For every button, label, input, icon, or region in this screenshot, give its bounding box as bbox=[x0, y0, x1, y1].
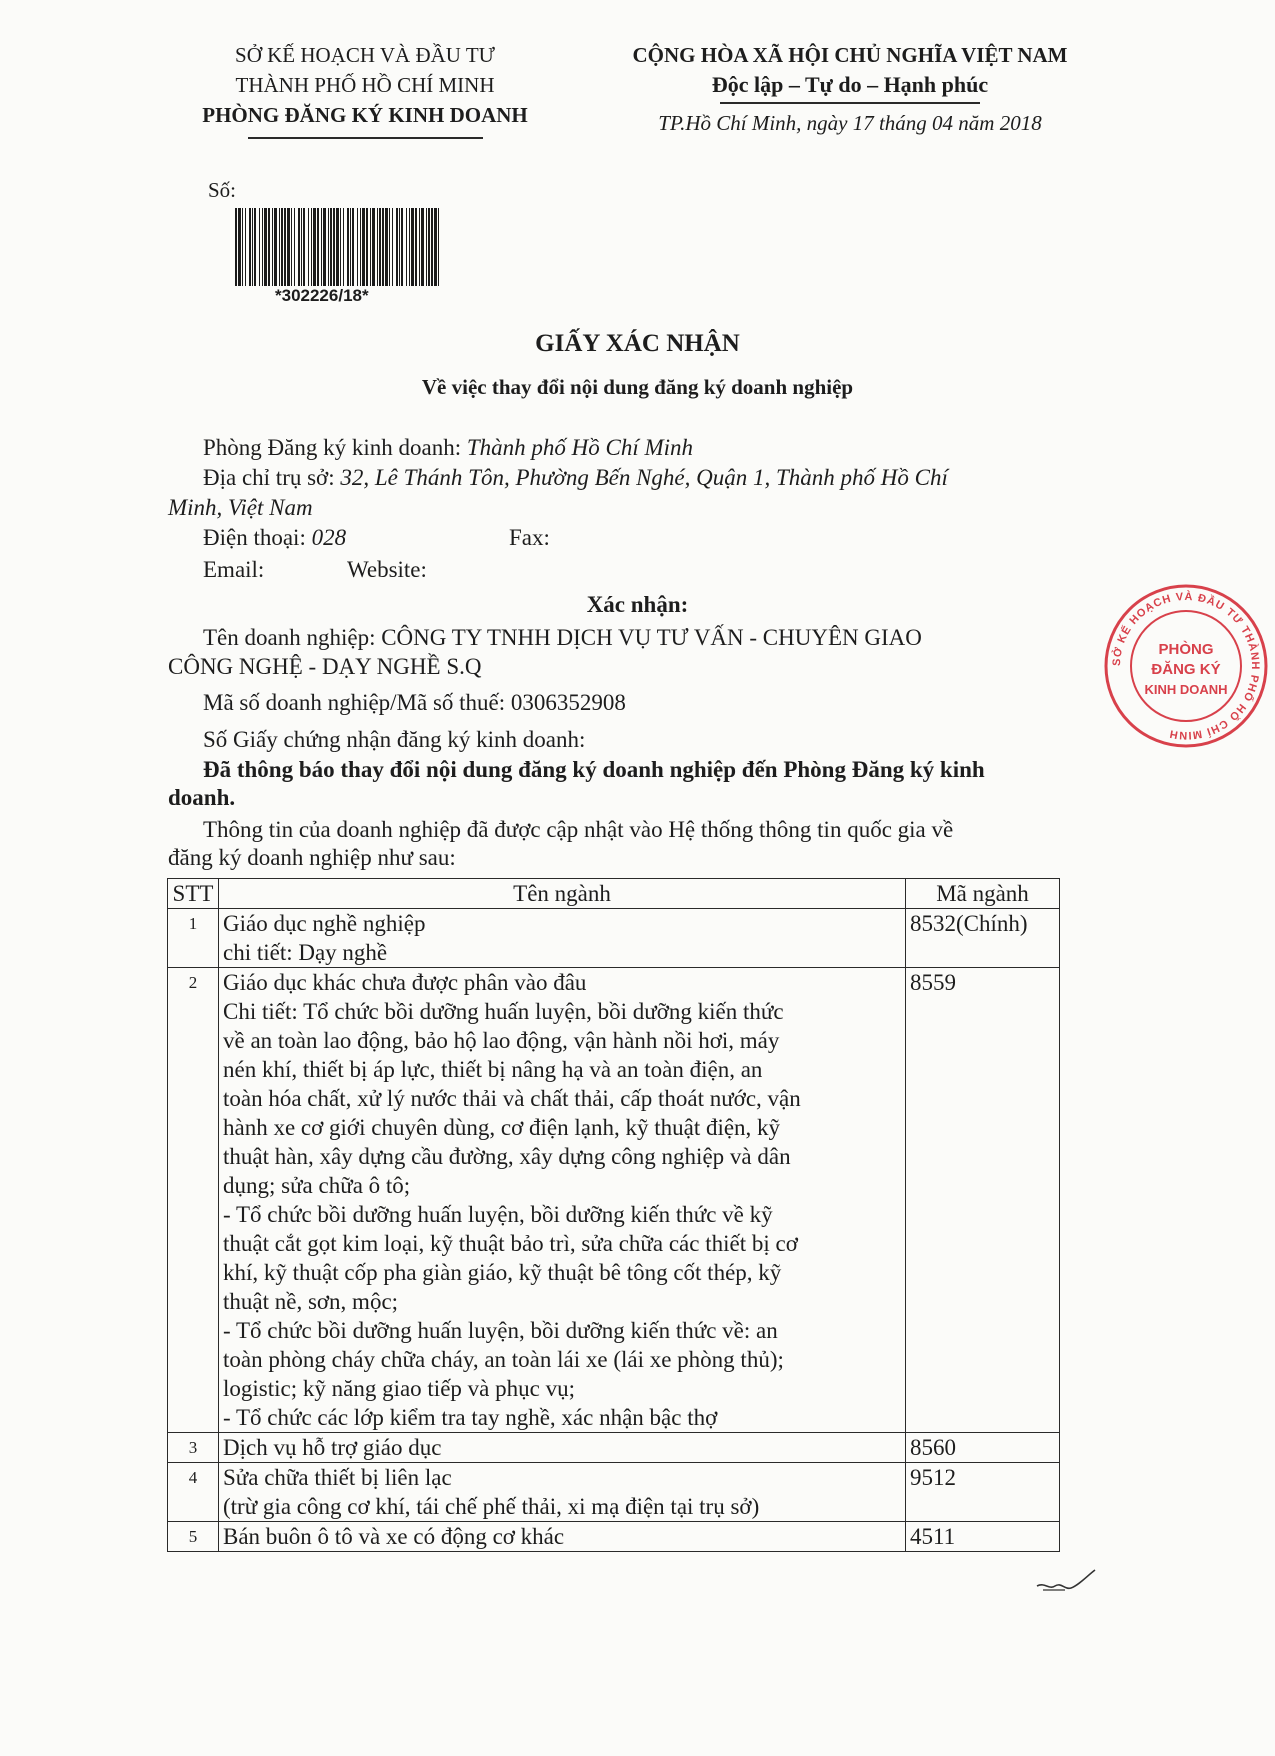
authority-line-3: PHÒNG ĐĂNG KÝ KINH DOANH bbox=[202, 103, 528, 127]
authority-underline bbox=[248, 137, 483, 139]
industry-name-line: khí, kỹ thuật cốp pha giàn giáo, kỹ thuật bê tông cốt thép, kỹ bbox=[223, 1260, 782, 1285]
row-stt: 5 bbox=[168, 1522, 219, 1552]
certificate-number: Số Giấy chứng nhận đăng ký kinh doanh: bbox=[203, 727, 586, 752]
industry-name-line: (trừ gia công cơ khí, tái chế phế thải, xi mạ điện tại trụ sở) bbox=[223, 1494, 760, 1519]
industry-name-line: thuật cắt gọt kim loại, kỹ thuật bảo trì, sửa chữa các thiết bị cơ bbox=[223, 1231, 798, 1256]
table-row bbox=[168, 1433, 1060, 1463]
national-motto bbox=[595, 40, 1105, 138]
row-industry-name bbox=[219, 1463, 906, 1522]
office-phone-label: Điện thoại: bbox=[203, 525, 306, 550]
info-line-1: Thông tin của doanh nghiệp đã được cập nhật vào Hệ thống thông tin quốc gia về bbox=[203, 817, 954, 842]
industry-table bbox=[167, 878, 1060, 1552]
office-address-label: Địa chỉ trụ sở: bbox=[203, 465, 335, 490]
issue-date: TP.Hồ Chí Minh, ngày 17 tháng 04 năm 2018 bbox=[658, 111, 1042, 135]
industry-name-line: - Tổ chức bồi dưỡng huấn luyện, bồi dưỡng kiến thức về: an bbox=[223, 1318, 778, 1343]
industry-name-line: toàn hóa chất, xử lý nước thải và chất thải, cấp thoát nước, vận bbox=[223, 1086, 801, 1111]
row-stt: 2 bbox=[168, 968, 219, 1433]
office-email-label: Email: bbox=[203, 557, 265, 582]
authority-line-1: SỞ KẾ HOẠCH VÀ ĐẦU TƯ bbox=[235, 43, 495, 67]
industry-name-line: Chi tiết: Tổ chức bồi dưỡng huấn luyện, bồi dưỡng kiến thức bbox=[223, 999, 784, 1024]
industry-name-line: Dịch vụ hỗ trợ giáo dục bbox=[223, 1435, 442, 1460]
info-line-2: đăng ký doanh nghiệp như sau: bbox=[168, 845, 456, 870]
svg-text:KINH DOANH: KINH DOANH bbox=[1144, 682, 1228, 697]
industry-name-line: - Tổ chức các lớp kiểm tra tay nghề, xác nhận bậc thợ bbox=[223, 1405, 718, 1430]
industry-name-line: - Tổ chức bồi dưỡng huấn luyện, bồi dưỡng kiến thức về kỹ bbox=[223, 1202, 773, 1227]
office-address bbox=[203, 463, 948, 493]
country-name: CỘNG HÒA XÃ HỘI CHỦ NGHĨA VIỆT NAM bbox=[632, 43, 1068, 67]
industry-name-line: thuật nề, sơn, mộc; bbox=[223, 1289, 399, 1314]
svg-text:SỞ KẾ HOẠCH VÀ ĐẦU TƯ THÀNH PH: SỞ KẾ HOẠCH VÀ ĐẦU TƯ THÀNH PHỐ HỒ CHÍ MINH bbox=[1110, 590, 1262, 742]
industry-name-line: logistic; kỹ năng giao tiếp và phục vụ; bbox=[223, 1376, 575, 1401]
barcode-icon bbox=[235, 208, 440, 286]
document-subtitle: Về việc thay đổi nội dung đăng ký doanh nghiệp bbox=[421, 375, 854, 399]
table-body bbox=[168, 909, 1060, 1552]
confirm-heading: Xác nhận: bbox=[586, 592, 689, 617]
row-industry-code: 8559 bbox=[906, 968, 1060, 1433]
table-row bbox=[168, 909, 1060, 968]
industry-name-line: Sửa chữa thiết bị liên lạc bbox=[223, 1465, 452, 1490]
svg-text:ĐĂNG KÝ: ĐĂNG KÝ bbox=[1151, 661, 1221, 678]
row-industry-code: 4511 bbox=[906, 1522, 1060, 1552]
initials-signature-icon bbox=[1035, 1568, 1097, 1596]
header-stt: STT bbox=[168, 879, 219, 909]
barcode-number: *302226/18* bbox=[275, 286, 369, 305]
row-industry-name bbox=[219, 968, 906, 1433]
row-industry-code: 8560 bbox=[906, 1433, 1060, 1463]
table-row bbox=[168, 968, 1060, 1433]
row-industry-name bbox=[219, 1433, 906, 1463]
issuing-authority bbox=[160, 40, 570, 130]
table-row bbox=[168, 1522, 1060, 1552]
industry-name-line: Giáo dục khác chưa được phân vào đâu bbox=[223, 970, 587, 995]
office-name-label: Phòng Đăng ký kinh doanh: bbox=[203, 435, 462, 460]
industry-name-line: hành xe cơ giới chuyên dùng, cơ điện lạnh, kỹ thuật điện, kỹ bbox=[223, 1115, 781, 1140]
industry-name-line: Giáo dục nghề nghiệp bbox=[223, 911, 426, 936]
office-phone-value: 028 bbox=[311, 525, 347, 550]
tax-code: Mã số doanh nghiệp/Mã số thuế: 0306352908 bbox=[203, 690, 626, 715]
table-header-row bbox=[168, 879, 1060, 909]
industry-name-line: thuật hàn, xây dựng cầu đường, xây dựng công nghiệp và dân bbox=[223, 1144, 791, 1169]
motto: Độc lập – Tự do – Hạnh phúc bbox=[711, 72, 989, 97]
industry-name-line: dụng; sửa chữa ô tô; bbox=[223, 1173, 411, 1198]
table-row bbox=[168, 1463, 1060, 1522]
row-stt: 1 bbox=[168, 909, 219, 968]
row-stt: 3 bbox=[168, 1433, 219, 1463]
office-name bbox=[203, 433, 693, 463]
office-name-value: Thành phố Hồ Chí Minh bbox=[466, 435, 694, 460]
header-industry-code: Mã ngành bbox=[906, 879, 1060, 909]
office-address-value-2: Minh, Việt Nam bbox=[168, 495, 313, 520]
office-address-value-1: 32, Lê Thánh Tôn, Phường Bến Nghé, Quận 1, Thành phố Hồ Chí bbox=[340, 465, 948, 490]
header-industry-name: Tên ngành bbox=[219, 879, 906, 909]
company-name-line-1: Tên doanh nghiệp: CÔNG TY TNHH DỊCH VỤ TƯ VẤN - CHUYÊN GIAO bbox=[203, 625, 922, 650]
row-industry-code: 8532(Chính) bbox=[906, 909, 1060, 968]
industry-name-line: nén khí, thiết bị áp lực, thiết bị nâng hạ và an toàn điện, an bbox=[223, 1057, 763, 1082]
svg-text:PHÒNG: PHÒNG bbox=[1158, 641, 1214, 658]
notice-line-1: Đã thông báo thay đổi nội dung đăng ký doanh nghiệp đến Phòng Đăng ký kinh bbox=[203, 757, 985, 782]
company-name-line-2: CÔNG NGHỆ - DẠY NGHỀ S.Q bbox=[168, 654, 482, 679]
document-title: GIẤY XÁC NHẬN bbox=[535, 330, 740, 357]
notice-line-2: doanh. bbox=[168, 785, 236, 810]
document-number-label: Số: bbox=[208, 178, 237, 202]
industry-name-line: toàn phòng cháy chữa cháy, an toàn lái xe (lái xe phòng thủ); bbox=[223, 1347, 784, 1372]
industry-name-line: chi tiết: Dạy nghề bbox=[223, 940, 388, 965]
office-phone bbox=[203, 523, 346, 553]
industry-name-line: về an toàn lao động, bảo hộ lao động, vận hành nồi hơi, máy bbox=[223, 1028, 780, 1053]
motto-underline bbox=[720, 102, 980, 104]
authority-line-2: THÀNH PHỐ HỒ CHÍ MINH bbox=[235, 73, 495, 97]
row-industry-code: 9512 bbox=[906, 1463, 1060, 1522]
row-industry-name bbox=[219, 1522, 906, 1552]
office-website-label: Website: bbox=[347, 557, 427, 582]
row-industry-name bbox=[219, 909, 906, 968]
official-seal-icon bbox=[1100, 580, 1272, 752]
office-fax-label: Fax: bbox=[509, 525, 550, 550]
industry-name-line: Bán buôn ô tô và xe có động cơ khác bbox=[223, 1524, 565, 1549]
row-stt: 4 bbox=[168, 1463, 219, 1522]
